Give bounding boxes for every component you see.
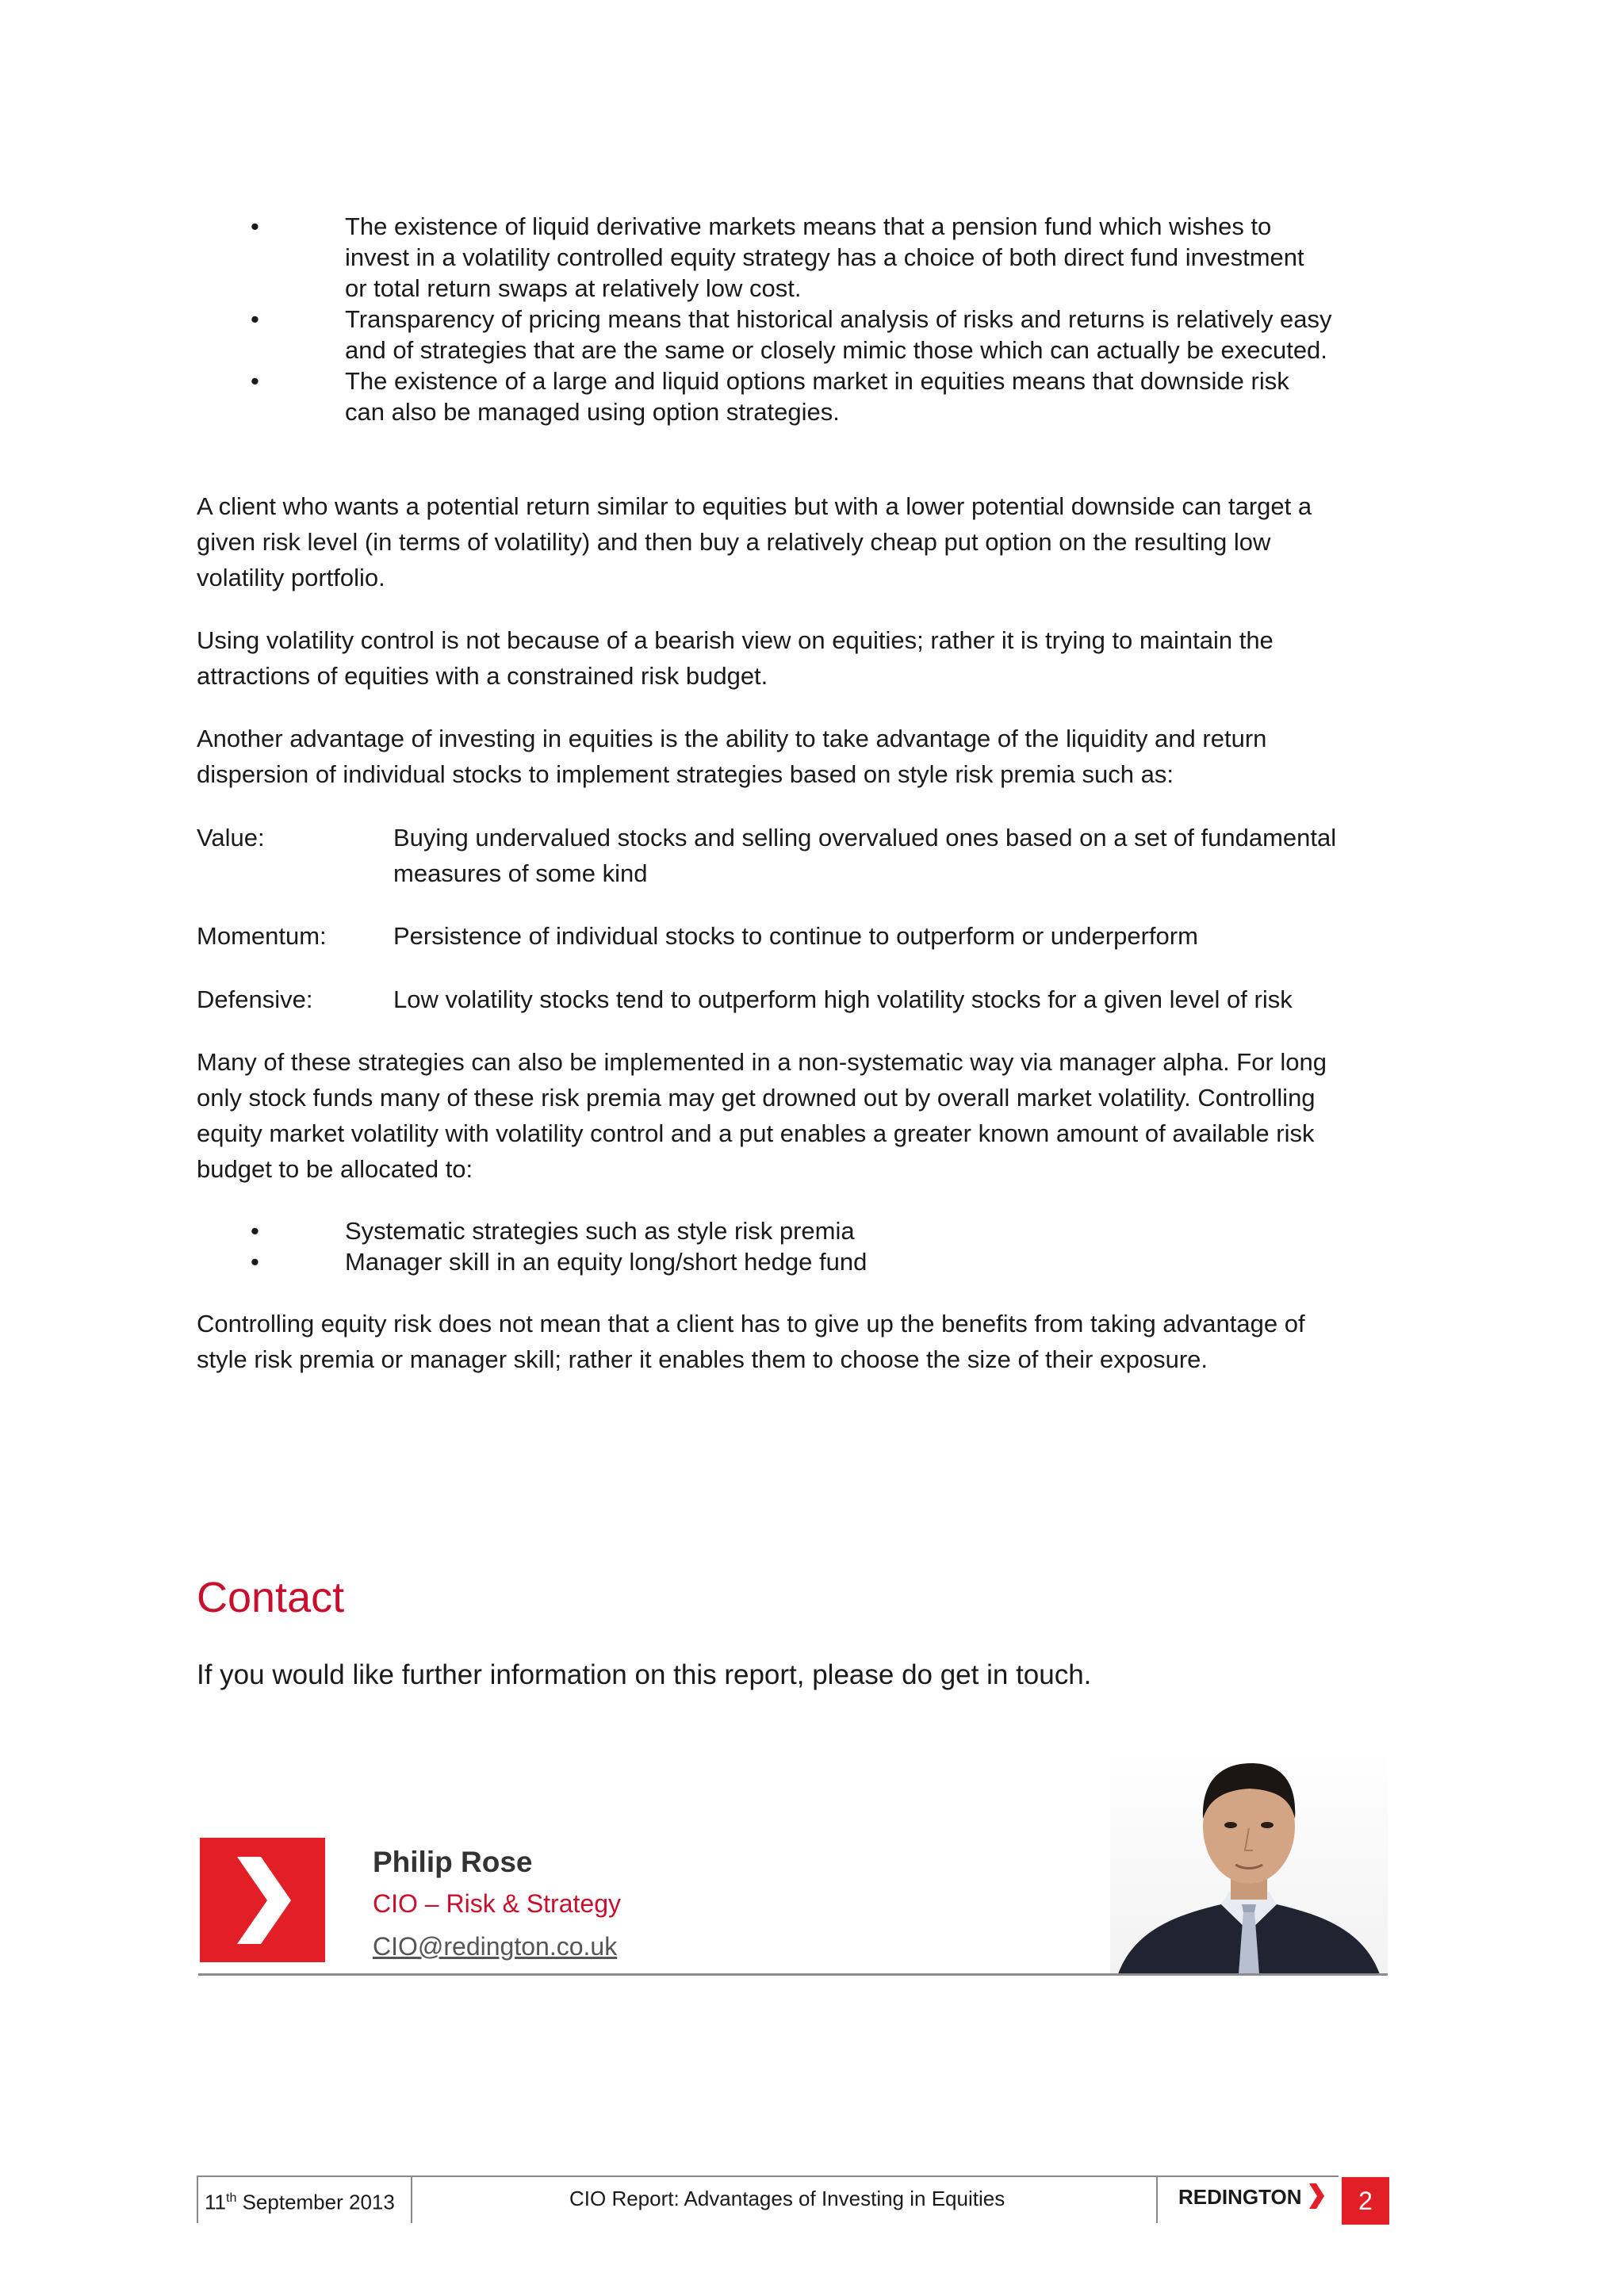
footer-title: CIO Report: Advantages of Investing in Equities [569, 2187, 1005, 2210]
contact-portrait [1110, 1749, 1388, 1974]
text-line: equity market volatility with volatility control and a put enables a greater known amount of available risk [197, 1119, 1315, 1147]
contact-intro: If you would like further information on this report, please do get in touch. [197, 1659, 1092, 1690]
bullet-list-risk-budget [197, 1215, 1402, 1277]
bullet-line: The existence of a large and liquid options market in equities means that downside risk [345, 367, 1289, 395]
page-number: 2 [1342, 2177, 1389, 2225]
page-footer [197, 2175, 1389, 2223]
text-line: Controlling equity risk does not mean that a client has to give up the benefits from taking advantage of [197, 1310, 1305, 1337]
definition-term: Defensive: [197, 985, 313, 1013]
contact-name: Philip Rose [373, 1846, 533, 1878]
bullet-line: Transparency of pricing means that historical analysis of risks and returns is relatively easy [345, 305, 1332, 333]
bullet-line: invest in a volatility controlled equity strategy has a choice of both direct fund investment [345, 243, 1304, 271]
text-line: A client who wants a potential return similar to equities but with a lower potential downside can target a [197, 492, 1312, 520]
footer-rule [197, 2175, 1339, 2177]
bullet-marker: • [251, 212, 259, 240]
paragraph-manager-alpha [197, 1044, 1402, 1187]
text-line: dispersion of individual stocks to implement strategies based on style risk premia such as: [197, 760, 1174, 788]
text-line: Buying undervalued stocks and selling overvalued ones based on a set of fundamental [393, 824, 1337, 851]
text-line: measures of some kind [393, 859, 648, 887]
bullet-marker: • [251, 1217, 259, 1245]
footer-separator [197, 2175, 198, 2223]
paragraph-closing [197, 1306, 1402, 1377]
contact-role: CIO – Risk & Strategy [373, 1889, 621, 1918]
bullet-line: The existence of liquid derivative markets means that a pension fund which wishes to [345, 212, 1272, 240]
bullet-line: Systematic strategies such as style risk premia [345, 1217, 855, 1245]
text-line: volatility portfolio. [197, 564, 385, 591]
bullet-line: and of strategies that are the same or closely mimic those which can actually be executed. [345, 336, 1327, 364]
bullet-line: or total return swaps at relatively low cost. [345, 274, 802, 302]
bullet-list-derivatives [197, 211, 1402, 427]
text-line: Another advantage of investing in equities is the ability to take advantage of the liquidity and return [197, 725, 1267, 752]
chevron-right-icon [1308, 2183, 1325, 2209]
footer-brand: REDINGTON [1178, 2183, 1325, 2210]
bullet-item [197, 1215, 1402, 1246]
text-line: style risk premia or manager skill; rather it enables them to choose the size of their exposure. [197, 1345, 1208, 1373]
paragraph-style-premia [197, 721, 1402, 792]
footer-separator [411, 2175, 412, 2223]
footer-separator [1156, 2175, 1158, 2223]
text-line: only stock funds many of these risk premia may get drowned out by overall market volatility. Controlling [197, 1084, 1316, 1112]
text-line: Using volatility control is not because of a bearish view on equities; rather it is trying to maintain the [197, 626, 1274, 654]
contact-heading: Contact [197, 1574, 345, 1621]
paragraph-put-option [197, 488, 1402, 595]
text-line: given risk level (in terms of volatility) and then buy a relatively cheap put option on the resulting low [197, 528, 1271, 556]
bullet-item [197, 365, 1402, 427]
bullet-marker: • [251, 367, 259, 395]
contact-email-link[interactable]: CIO@redington.co.uk [373, 1932, 618, 1961]
redington-logo-icon [200, 1838, 325, 1962]
definition-term: Momentum: [197, 922, 327, 950]
bullet-line: Manager skill in an equity long/short hedge fund [345, 1248, 868, 1276]
text-line: Low volatility stocks tend to outperform high volatility stocks for a given level of risk [393, 985, 1293, 1013]
definition-desc [393, 820, 1416, 891]
text-line: Many of these strategies can also be implemented in a non-systematic way via manager alpha. For long [197, 1048, 1327, 1076]
bullet-marker: • [251, 305, 259, 333]
bullet-item [197, 1246, 1402, 1277]
paragraph-volatility-control [197, 622, 1402, 694]
text-line: attractions of equities with a constrained risk budget. [197, 662, 768, 690]
bullet-item [197, 304, 1402, 365]
bullet-marker: • [251, 1248, 259, 1276]
definition-term: Value: [197, 824, 265, 851]
text-line: Persistence of individual stocks to continue to outperform or underperform [393, 922, 1198, 950]
text-line: budget to be allocated to: [197, 1155, 473, 1183]
definition-desc [393, 918, 1416, 954]
contact-divider [198, 1973, 1388, 1976]
bullet-item [197, 211, 1402, 304]
footer-date: 11th September 2013 [205, 2190, 395, 2214]
bullet-line: can also be managed using option strategies. [345, 398, 840, 426]
definition-desc [393, 982, 1416, 1017]
